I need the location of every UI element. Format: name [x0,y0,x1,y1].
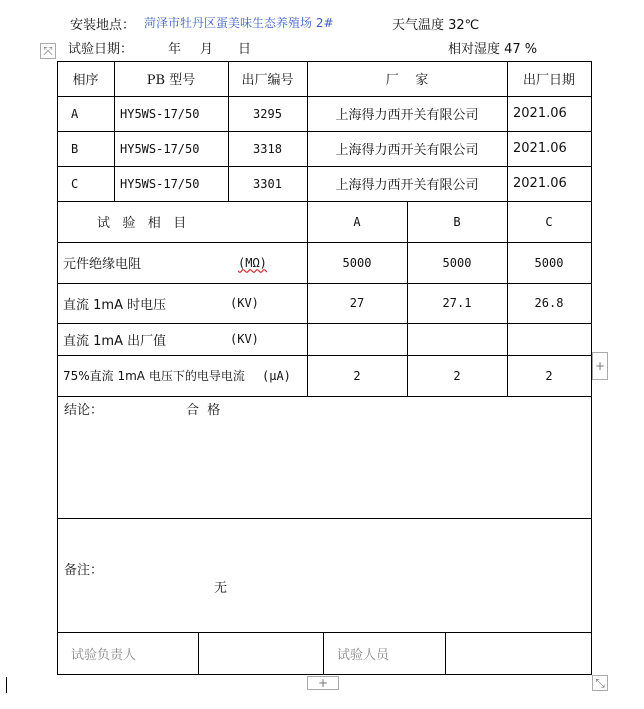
test-item-name: 元件绝缘电阻 [63,257,142,272]
test-date-month: 月 [200,42,214,57]
test-item-unit: (KV) [230,332,259,346]
test-date-day: 日 [238,42,252,57]
row-b-serial: 3318 [253,141,282,156]
text-cursor [6,677,7,693]
col-header-serial: 出厂编号 [241,73,294,88]
row-b-model: HY5WS-17/50 [120,141,200,156]
test-responsible-value[interactable] [198,632,323,674]
table-resize-icon[interactable]: ⤡ [592,675,608,691]
test-item-name: 75%直流 1mA 电压下的电导电流 [63,369,245,383]
row-c-phase: C [71,176,79,191]
test-value-c: 26.8 [534,296,564,310]
test-item-name: 直流 1mA 时电压 [63,297,167,313]
row-a-serial: 3295 [253,106,282,121]
test-personnel-label: 试验人员 [337,647,390,663]
test-value-a [307,323,407,355]
row-c-model: HY5WS-17/50 [120,176,200,191]
add-column-icon[interactable]: + [307,676,339,690]
test-value-b: 2 [453,368,461,383]
row-c-maker: 上海得力西开关有限公司 [335,178,479,193]
row-a-phase: A [71,106,79,121]
test-value-c: 5000 [534,255,564,270]
col-header-maker: 厂 家 [385,73,429,88]
test-item-unit: (μA) [262,368,291,383]
test-item-unit: (KV) [230,296,259,310]
test-value-c [507,323,591,355]
row-a-maker: 上海得力西开关有限公司 [335,108,479,123]
row-c-date: 2021.06 [513,176,567,191]
row-b-maker: 上海得力西开关有限公司 [335,143,479,158]
col-header-date: 出厂日期 [522,73,575,88]
weather-temperature: 天气温度 32℃ [392,18,480,33]
test-item-unit: (MΩ) [238,255,267,270]
add-row-icon[interactable]: + [592,352,608,380]
conclusion-label: 结论： [64,403,104,418]
relative-humidity: 相对湿度 47 % [448,42,538,57]
test-personnel-value[interactable] [445,632,591,674]
conclusion-value: 合 格 [186,403,221,418]
test-value-b [407,323,507,355]
test-value-b: 27.1 [442,296,472,310]
remarks-value: 无 [214,581,228,596]
test-value-a: 27 [349,296,365,310]
row-b-date: 2021.06 [513,141,567,156]
test-date-label: 试验日期： [68,42,134,57]
row-a-date: 2021.06 [513,106,567,121]
row-b-phase: B [71,141,79,156]
tests-col-b: B [453,214,461,229]
install-location-value: 菏泽市牡丹区蛋美味生态养殖场 2# [144,16,334,30]
test-date-year: 年 [168,42,182,57]
row-c-serial: 3301 [253,176,282,191]
table-move-icon[interactable]: ⤧ [40,43,56,59]
install-location-label: 安装地点： [70,18,136,33]
test-value-a: 2 [353,368,361,383]
tests-heading: 试 验 相 目 [97,216,187,231]
col-header-phase: 相序 [72,73,99,88]
remarks-label: 备注： [64,563,104,578]
test-value-b: 5000 [442,255,472,270]
test-value-a: 5000 [342,255,372,270]
test-value-c: 2 [545,368,553,383]
col-header-model: PB 型号 [146,73,196,88]
row-a-model: HY5WS-17/50 [120,106,200,121]
tests-col-c: C [545,214,553,229]
tests-col-a: A [353,214,361,229]
test-item-name: 直流 1mA 出厂值 [63,333,167,349]
test-responsible-label: 试验负责人 [71,647,137,663]
